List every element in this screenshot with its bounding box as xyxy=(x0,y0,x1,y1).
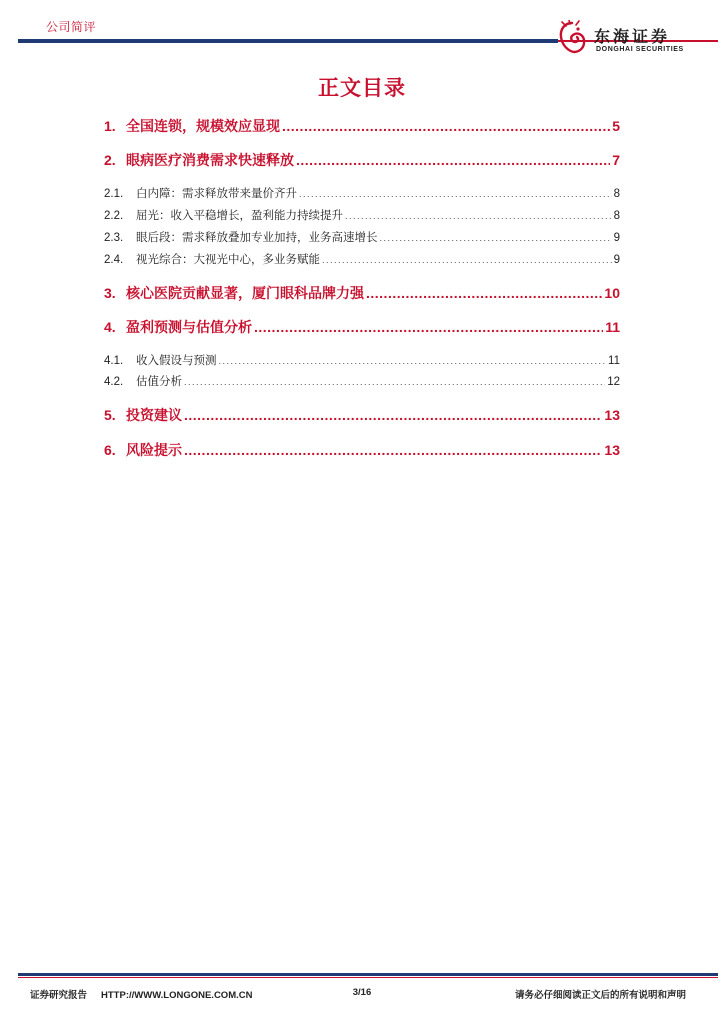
toc-entry-3[interactable] xyxy=(104,283,620,303)
disclaimer: 请务必仔细阅读正文后的所有说明和声明 xyxy=(514,990,686,1001)
report-type-tag: 公司简评 xyxy=(46,20,97,34)
dot-leader xyxy=(184,442,602,458)
page-title: 正文目录 xyxy=(318,77,406,100)
toc-entry-2[interactable] xyxy=(104,150,620,170)
toc-entry-number: 2.4. xyxy=(104,254,124,266)
toc-entry-number: 2.3. xyxy=(104,232,124,244)
toc-entry-page: 9 xyxy=(613,232,620,244)
page-number: 3/16 xyxy=(352,987,372,998)
donghai-logo xyxy=(556,20,716,56)
toc-entry-2-2[interactable] xyxy=(104,207,620,223)
toc-entry-title: 全国连锁，规模效应显现 xyxy=(126,118,280,134)
toc-entry-page: 8 xyxy=(613,188,620,200)
dot-leader xyxy=(184,377,605,387)
dot-leader xyxy=(345,211,612,221)
toc-entry-title: 盈利预测与估值分析 xyxy=(126,319,252,335)
dot-leader xyxy=(322,255,612,265)
toc-entry-title: 投资建议 xyxy=(126,407,182,423)
toc-entry-5[interactable] xyxy=(104,405,620,425)
toc-entry-page: 11 xyxy=(605,319,620,335)
footer-rule xyxy=(18,973,718,978)
toc-entry-number: 3. xyxy=(104,285,116,301)
toc-entry-page: 11 xyxy=(608,355,620,367)
toc-entry-number: 5. xyxy=(104,407,116,423)
toc-entry-title: 核心医院贡献显著，厦门眼科品牌力强 xyxy=(126,285,364,301)
toc-entry-2-4[interactable] xyxy=(104,251,620,267)
dot-leader xyxy=(296,152,610,168)
report-label: 证券研究报告 xyxy=(30,990,88,1001)
toc-entry-title: 眼病医疗消费需求快速释放 xyxy=(126,152,294,168)
dragon-seal-icon xyxy=(556,20,588,56)
dot-leader xyxy=(299,189,612,199)
dot-leader xyxy=(282,118,610,134)
toc-entry-page: 5 xyxy=(612,118,620,134)
logo-chinese-name: 东海证券 xyxy=(594,27,671,46)
dot-leader xyxy=(380,233,612,243)
toc-entry-number: 2.1. xyxy=(104,188,124,200)
toc-entry-4[interactable] xyxy=(104,317,620,337)
toc-entry-1[interactable] xyxy=(104,116,620,136)
toc-entry-title: 收入假设与预测 xyxy=(136,355,217,367)
toc-entry-number: 1. xyxy=(104,118,116,134)
toc-entry-title: 风险提示 xyxy=(126,442,182,458)
toc-entry-title: 视光综合：大视光中心，多业务赋能 xyxy=(136,254,320,266)
toc-entry-page: 7 xyxy=(612,152,620,168)
toc-entry-title: 屈光：收入平稳增长，盈利能力持续提升 xyxy=(136,210,343,222)
dot-leader xyxy=(219,356,607,366)
toc-entry-title: 眼后段：需求释放叠加专业加持，业务高速增长 xyxy=(136,232,378,244)
dot-leader xyxy=(254,319,603,335)
toc-entry-number: 4.2. xyxy=(104,376,124,388)
dot-leader xyxy=(366,285,602,301)
dot-leader xyxy=(184,407,602,423)
toc-entry-number: 4. xyxy=(104,319,116,335)
toc-entry-title: 白内障：需求释放带来量价齐升 xyxy=(136,188,297,200)
toc-entry-number: 6. xyxy=(104,442,116,458)
toc-entry-number: 2.2. xyxy=(104,210,124,222)
toc-entry-2-1[interactable] xyxy=(104,185,620,201)
toc-entry-page: 10 xyxy=(604,285,620,301)
toc-entry-4-1[interactable] xyxy=(104,352,620,368)
website-link[interactable]: HTTP://WWW.LONGONE.COM.CN xyxy=(101,990,253,1001)
toc-entry-4-2[interactable] xyxy=(104,373,620,389)
toc-entry-page: 9 xyxy=(613,254,620,266)
toc-entry-6[interactable] xyxy=(104,440,620,460)
toc-entry-page: 13 xyxy=(604,442,620,458)
logo-english-name: DONGHAI SECURITIES xyxy=(596,46,684,53)
toc-entry-page: 12 xyxy=(607,376,620,388)
toc-entry-number: 4.1. xyxy=(104,355,124,367)
toc-entry-2-3[interactable] xyxy=(104,229,620,245)
toc-entry-page: 8 xyxy=(613,210,620,222)
toc-entry-number: 2. xyxy=(104,152,116,168)
toc-entry-page: 13 xyxy=(604,407,620,423)
toc-entry-title: 估值分析 xyxy=(136,376,182,388)
